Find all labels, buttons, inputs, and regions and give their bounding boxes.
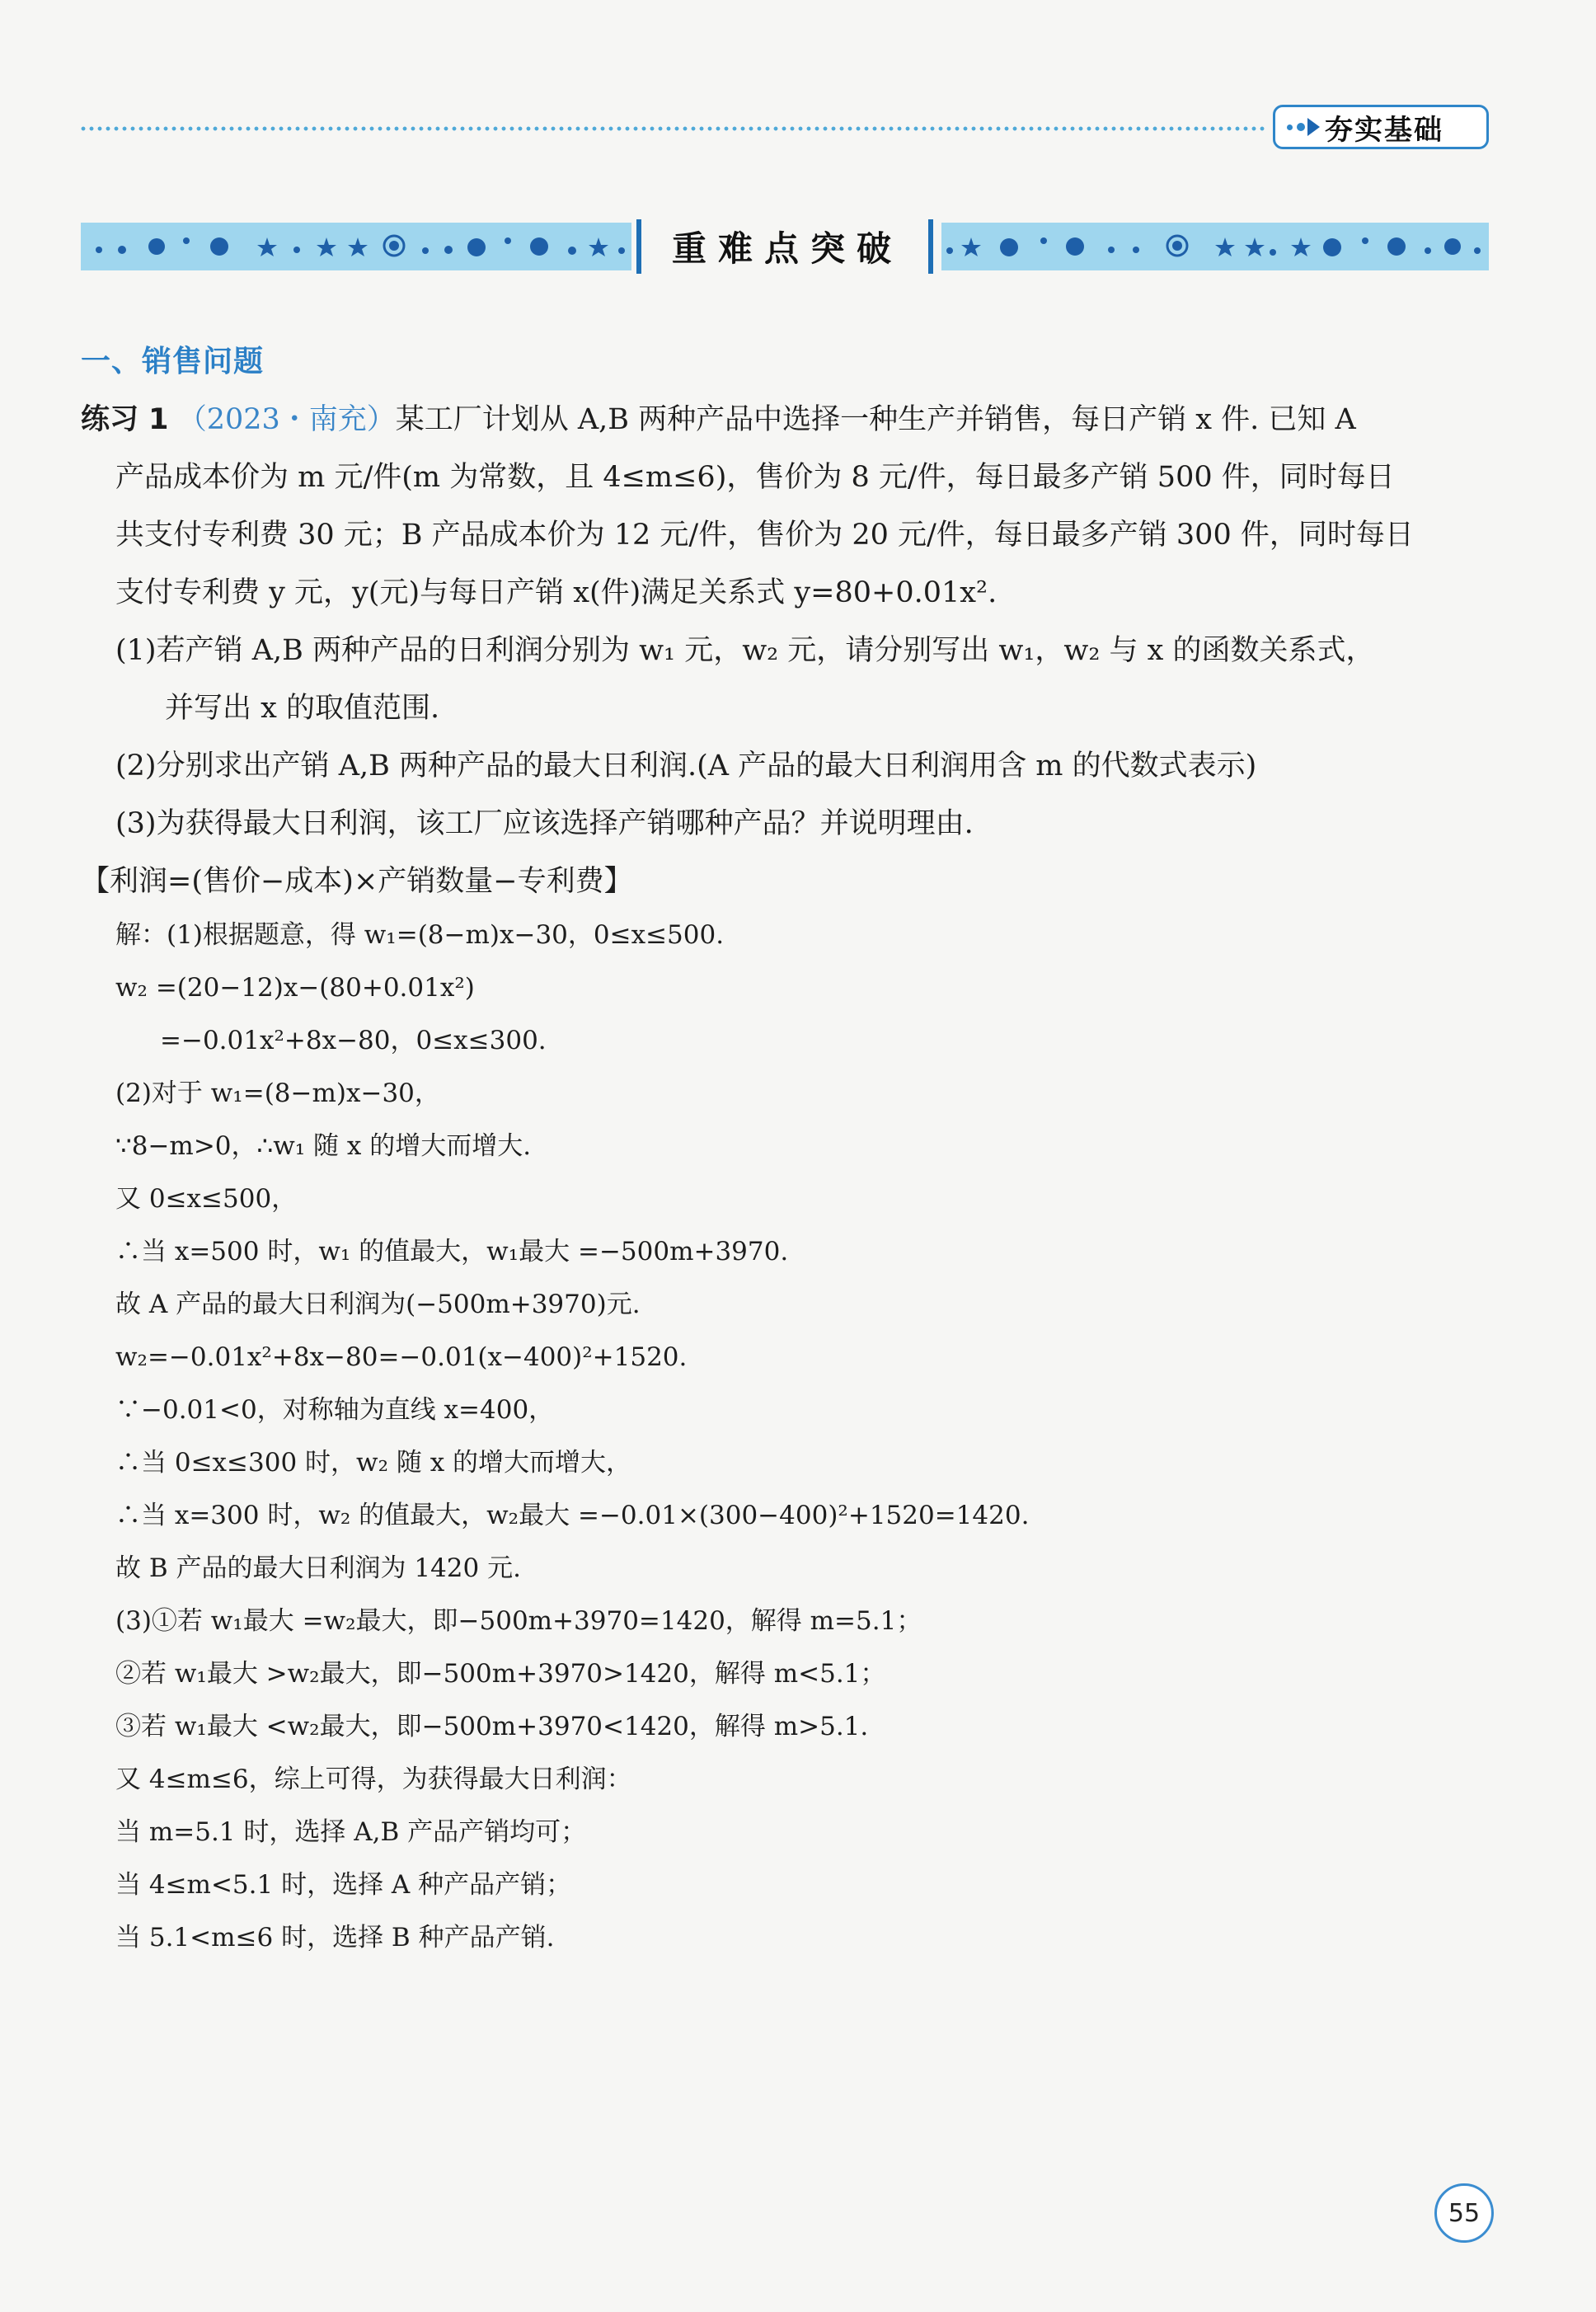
solution-line: ∴当 x=300 时，w₂ 的值最大，w₂最大 =−0.01×(300−400)²+1520=1420. [115, 1501, 1030, 1530]
problem-text: 某工厂计划从 A,B 两种产品中选择一种生产并销售，每日产销 x 件. 已知 A [395, 403, 1356, 436]
banner-decoration-left [81, 223, 631, 270]
banner-bar-left [636, 219, 641, 274]
banner-bar-right [928, 219, 933, 274]
solution-line: ∵−0.01<0，对称轴为直线 x=400， [115, 1395, 555, 1425]
solution-line: 当 4≤m<5.1 时，选择 A 种产品产销； [115, 1870, 572, 1900]
formula-hint: 【利润=(售价−成本)×产销数量−专利费】 [81, 865, 633, 898]
solution-line: 当 5.1<m≤6 时，选择 B 种产品产销. [115, 1923, 555, 1953]
section-heading: 一、销售问题 [81, 345, 265, 378]
solution-line: (2)对于 w₁=(8−m)x−30， [115, 1078, 440, 1108]
question-1: (1)若产销 A,B 两种产品的日利润分别为 w₁ 元，w₂ 元，请分别写出 w₁，w₂ 与 x 的函数关系式， [115, 634, 1375, 667]
solution-line: w₂=−0.01x²+8x−80=−0.01(x−400)²+1520. [115, 1342, 688, 1372]
solution-line: 故 A 产品的最大日利润为(−500m+3970)元. [115, 1290, 641, 1319]
solution-line: 故 B 产品的最大日利润为 1420 元. [115, 1553, 521, 1583]
solution-line: 解：(1)根据题意，得 w₁=(8−m)x−30，0≤x≤500. [115, 920, 725, 950]
solution-line: ∵8−m>0，∴w₁ 随 x 的增大而增大. [115, 1131, 532, 1161]
question-3: (3)为获得最大日利润，该工厂应该选择产销哪种产品？并说明理由. [115, 807, 974, 840]
exercise-problem [81, 391, 1492, 910]
exercise-label: 练习 1 [81, 403, 169, 436]
solution-line: ∴当 x=500 时，w₁ 的值最大，w₁最大 =−500m+3970. [115, 1237, 789, 1266]
question-1-continued: 并写出 x 的取值范围. [165, 692, 440, 725]
banner-decoration-right [941, 223, 1489, 270]
solution-line: w₂ =(20−12)x−(80+0.01x²) [115, 973, 475, 1003]
solution-line: ②若 w₁最大 >w₂最大，即−500m+3970>1420，解得 m<5.1； [115, 1659, 886, 1689]
problem-line-4: 支付专利费 y 元，y(元)与每日产销 x(件)满足关系式 y=80+0.01x². [115, 576, 998, 609]
solution-line: 又 4≤m≤6，综上可得，为获得最大日利润： [115, 1765, 632, 1794]
exercise-source: （2023・南充） [177, 403, 396, 436]
banner-title: 重难点突破 [671, 228, 903, 269]
problem-line-1 [81, 391, 1492, 449]
badge-label: 夯实基础 [1325, 113, 1443, 147]
arrow-icon [1287, 115, 1320, 139]
problem-line-2: 产品成本价为 m 元/件(m 为常数，且 4≤m≤6)，售价为 8 元/件，每日最多产销 500 件，同时每日 [115, 461, 1395, 494]
solution-line: (3)①若 w₁最大 =w₂最大，即−500m+3970=1420，解得 m=5.1； [115, 1606, 922, 1636]
solution-line: 又 0≤x≤500， [115, 1184, 298, 1214]
question-2: (2)分别求出产销 A,B 两种产品的最大日利润.(A 产品的最大日利润用含 m 的代数式表示) [115, 750, 1257, 782]
problem-line-3: 共支付专利费 30 元；B 产品成本价为 12 元/件，售价为 20 元/件，每日最多产销 300 件，同时每日 [115, 519, 1414, 552]
solution-line: ③若 w₁最大 <w₂最大，即−500m+3970<1420，解得 m>5.1. [115, 1712, 869, 1741]
page-number: 55 [1434, 2183, 1494, 2243]
section-badge [1273, 105, 1489, 149]
solution-line: =−0.01x²+8x−80，0≤x≤300. [160, 1026, 547, 1055]
solution-block [115, 909, 1500, 1964]
header-dotted-rule [79, 126, 1268, 131]
solution-line: ∴当 0≤x≤300 时，w₂ 随 x 的增大而增大， [115, 1448, 632, 1478]
solution-line: 当 m=5.1 时，选择 A,B 产品产销均可； [115, 1817, 587, 1847]
